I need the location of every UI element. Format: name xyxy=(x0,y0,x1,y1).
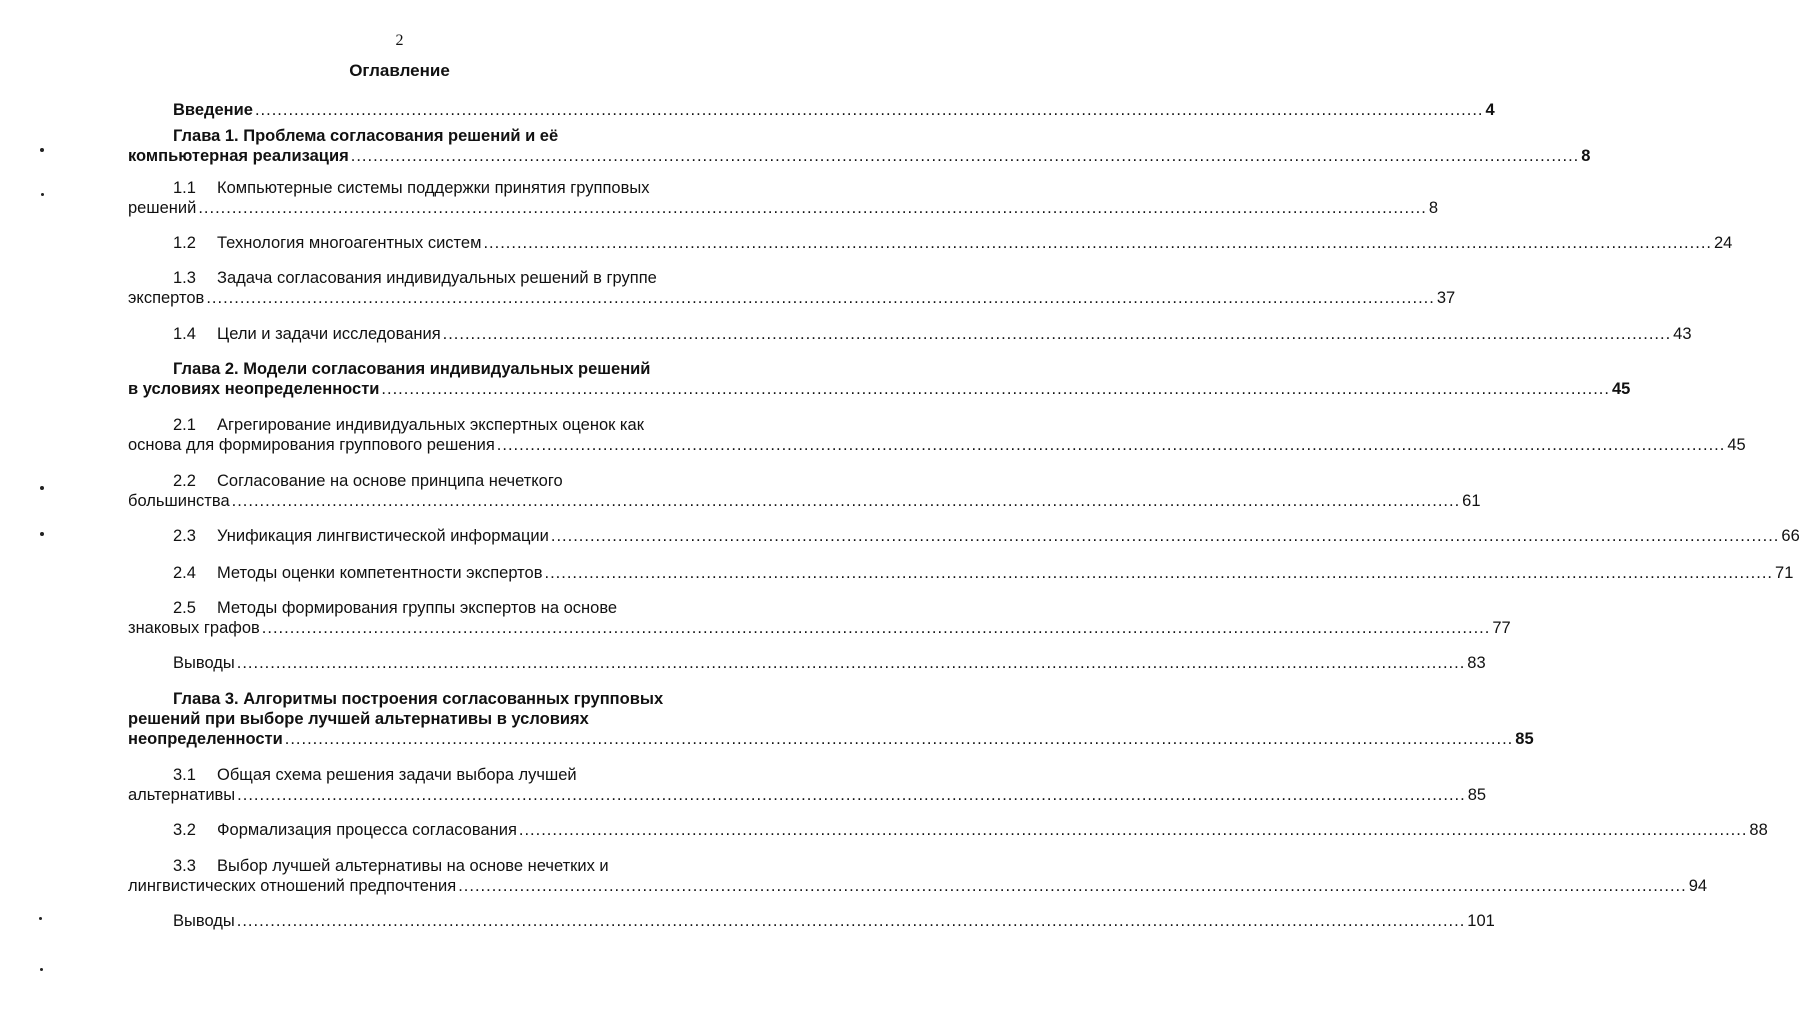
toc-entry-text: Выводы xyxy=(173,912,235,930)
scan-speck xyxy=(40,968,43,971)
toc-entry-text: решений xyxy=(128,199,197,217)
toc-entry-last-line xyxy=(128,435,1746,455)
toc-dot-leader: ............................................................................................................................................................................................................................ xyxy=(206,289,1435,307)
toc-entry-text: Цели и задачи исследования xyxy=(217,325,441,343)
toc-entry-last-line xyxy=(128,729,1534,749)
scan-speck xyxy=(40,486,44,490)
toc-dot-leader: ............................................................................................................................................................................................................................ xyxy=(231,492,1461,510)
toc-entry-line xyxy=(128,709,696,729)
toc-dot-leader: ............................................................................................................................................................................................................................ xyxy=(458,877,1687,895)
toc-entry-text: Выводы xyxy=(173,654,235,672)
toc-dot-leader: ............................................................................................................................................................................................................................ xyxy=(496,436,1726,454)
toc-dot-leader: ............................................................................................................................................................................................................................ xyxy=(518,821,1748,839)
toc-entry xyxy=(128,911,1495,931)
toc-entry-text: экспертов xyxy=(128,289,205,307)
toc-dot-leader: ............................................................................................................................................................................................................................ xyxy=(237,786,1466,804)
toc-dot-leader: ............................................................................................................................................................................................................................ xyxy=(254,101,1484,119)
toc-dot-leader: ............................................................................................................................................................................................................................ xyxy=(350,147,1580,165)
toc-entry-last-line xyxy=(128,288,1456,308)
toc-entry xyxy=(128,471,1481,511)
toc-dot-leader: ............................................................................................................................................................................................................................ xyxy=(550,527,1780,545)
toc-page-number: 101 xyxy=(1467,912,1495,930)
toc-entry xyxy=(128,820,1768,840)
toc-entry-last-line xyxy=(128,653,1486,673)
toc-page-number: 85 xyxy=(1467,786,1487,804)
toc-entry-line xyxy=(128,126,696,146)
toc-entry-last-line xyxy=(128,911,1495,931)
toc-entry-text: Задача согласования индивидуальных решений в группе xyxy=(217,269,657,287)
toc-page-number: 83 xyxy=(1467,654,1486,672)
toc-entry-text: в условиях неопределенности xyxy=(128,380,380,398)
scan-speck xyxy=(41,193,44,196)
toc-entry xyxy=(128,765,1487,805)
toc-entry-last-line xyxy=(128,820,1768,840)
toc-entry-last-line xyxy=(128,526,1800,546)
toc-entry-text: альтернативы xyxy=(128,786,236,804)
toc-page-number: 77 xyxy=(1492,619,1511,637)
toc-entry-last-line xyxy=(128,324,1692,344)
toc-entry-number: 1.3 xyxy=(173,269,196,287)
toc-entry-text: Формализация процесса согласования xyxy=(217,821,517,839)
toc-entry-line xyxy=(128,856,696,876)
toc-entry xyxy=(128,689,1534,749)
toc-page-number: 8 xyxy=(1581,147,1591,165)
toc-page-number: 24 xyxy=(1713,234,1733,252)
toc-entry-text: Глава 1. Проблема согласования решений и её xyxy=(173,127,559,145)
toc-entry-line xyxy=(128,178,696,198)
scan-speck xyxy=(39,917,42,920)
toc-entry-last-line xyxy=(128,100,1495,120)
toc-entry-text: Технология многоагентных систем xyxy=(217,234,482,252)
toc-dot-leader: ............................................................................................................................................................................................................................ xyxy=(544,564,1774,582)
toc-entry-last-line xyxy=(128,146,1591,166)
toc-entry-last-line xyxy=(128,618,1511,638)
toc-entry-last-line xyxy=(128,563,1794,583)
toc-entry xyxy=(128,598,1511,638)
toc-entry-line xyxy=(128,268,696,288)
toc-entry xyxy=(128,324,1692,344)
toc-entry-text: Агрегирование индивидуальных экспертных оценок как xyxy=(217,416,644,434)
toc-page-number: 71 xyxy=(1775,564,1794,582)
toc-entry-text: знаковых графов xyxy=(128,619,260,637)
toc-entry-number: 2.4 xyxy=(173,564,196,582)
toc-page-number: 43 xyxy=(1673,325,1692,343)
toc-entry-text: Глава 2. Модели согласования индивидуальных решений xyxy=(173,360,651,378)
toc-entry-text: Введение xyxy=(173,101,253,119)
toc-entry-text: Общая схема решения задачи выбора лучшей xyxy=(217,766,577,784)
toc-entry-text: Выбор лучшей альтернативы на основе нечетких и xyxy=(217,857,609,875)
toc-entry-text: компьютерная реализация xyxy=(128,147,349,165)
toc-page-number: 45 xyxy=(1611,380,1631,398)
scan-speck xyxy=(40,532,44,536)
toc-entry xyxy=(128,526,1800,546)
toc-entry-text: неопределенности xyxy=(128,730,283,748)
toc-entry-line xyxy=(128,471,696,491)
toc-entry xyxy=(128,415,1746,455)
toc-entry-text: Глава 3. Алгоритмы построения согласованных групповых xyxy=(173,690,664,708)
toc-dot-leader: ............................................................................................................................................................................................................................ xyxy=(483,234,1712,252)
toc-page-number: 8 xyxy=(1428,199,1439,217)
toc-entry xyxy=(128,563,1794,583)
toc-entry-number: 3.3 xyxy=(173,857,196,875)
toc-entry-text: Методы оценки компетентности экспертов xyxy=(217,564,543,582)
toc-entry-number: 1.1 xyxy=(173,179,196,197)
toc-entry xyxy=(128,268,1456,308)
toc-page-number: 66 xyxy=(1781,527,1800,545)
toc-entry-last-line xyxy=(128,491,1481,511)
toc-entry-text: большинства xyxy=(128,492,230,510)
toc-entry-number: 2.2 xyxy=(173,472,196,490)
toc-entry-number: 3.2 xyxy=(173,821,196,839)
toc-page-number: 4 xyxy=(1485,101,1495,119)
toc-dot-leader: ............................................................................................................................................................................................................................ xyxy=(261,619,1491,637)
toc-entry-text: Методы формирования группы экспертов на основе xyxy=(217,599,618,617)
toc-dot-leader: ............................................................................................................................................................................................................................ xyxy=(236,654,1466,672)
toc-entry-line xyxy=(128,415,696,435)
toc-page-number: 37 xyxy=(1436,289,1456,307)
toc-entry-last-line xyxy=(128,785,1487,805)
toc-entry xyxy=(128,653,1486,673)
toc-page-number: 88 xyxy=(1749,821,1768,839)
page-title: Оглавление xyxy=(349,61,450,80)
toc-entry-line xyxy=(128,598,696,618)
toc-page-number: 85 xyxy=(1515,730,1534,748)
toc-entry xyxy=(128,359,1631,399)
toc-entry xyxy=(128,126,1591,166)
toc-dot-leader: ............................................................................................................................................................................................................................ xyxy=(236,912,1466,930)
toc-entry-text: Компьютерные системы поддержки принятия групповых xyxy=(217,179,650,197)
toc-entry-number: 1.2 xyxy=(173,234,196,252)
toc-entry-text: решений при выборе лучшей альтернативы в условиях xyxy=(128,710,589,728)
toc-entry-line xyxy=(128,765,696,785)
toc-entry-last-line xyxy=(128,198,1439,218)
toc-entry-text: лингвистических отношений предпочтения xyxy=(128,877,457,895)
toc-dot-leader: ............................................................................................................................................................................................................................ xyxy=(198,199,1427,217)
toc-entry-number: 2.5 xyxy=(173,599,196,617)
toc-page-number: 45 xyxy=(1727,436,1746,454)
toc-entry-line xyxy=(128,689,696,709)
toc-entry-number: 2.3 xyxy=(173,527,196,545)
toc-entry-number: 1.4 xyxy=(173,325,196,343)
scan-speck xyxy=(40,148,44,152)
toc-entry-line xyxy=(128,359,696,379)
toc-dot-leader: ............................................................................................................................................................................................................................ xyxy=(442,325,1672,343)
toc-entry-text: основа для формирования группового решения xyxy=(128,436,495,454)
toc-entry xyxy=(128,233,1733,253)
toc-entry-last-line xyxy=(128,379,1631,399)
toc-dot-leader: ............................................................................................................................................................................................................................ xyxy=(381,380,1610,398)
toc-entry-last-line xyxy=(128,233,1733,253)
toc-entry-number: 2.1 xyxy=(173,416,196,434)
toc-dot-leader: ............................................................................................................................................................................................................................ xyxy=(284,730,1514,748)
toc-entry xyxy=(128,856,1708,896)
toc-entry xyxy=(128,178,1439,218)
page-number: 2 xyxy=(395,32,404,49)
toc-entry-last-line xyxy=(128,876,1708,896)
toc-page-number: 61 xyxy=(1462,492,1481,510)
toc-page-number: 94 xyxy=(1688,877,1708,895)
toc-entry-text: Согласование на основе принципа нечеткого xyxy=(217,472,563,490)
toc-entry xyxy=(128,100,1495,120)
toc-entry-text: Унификация лингвистической информации xyxy=(217,527,549,545)
toc-entry-number: 3.1 xyxy=(173,766,196,784)
